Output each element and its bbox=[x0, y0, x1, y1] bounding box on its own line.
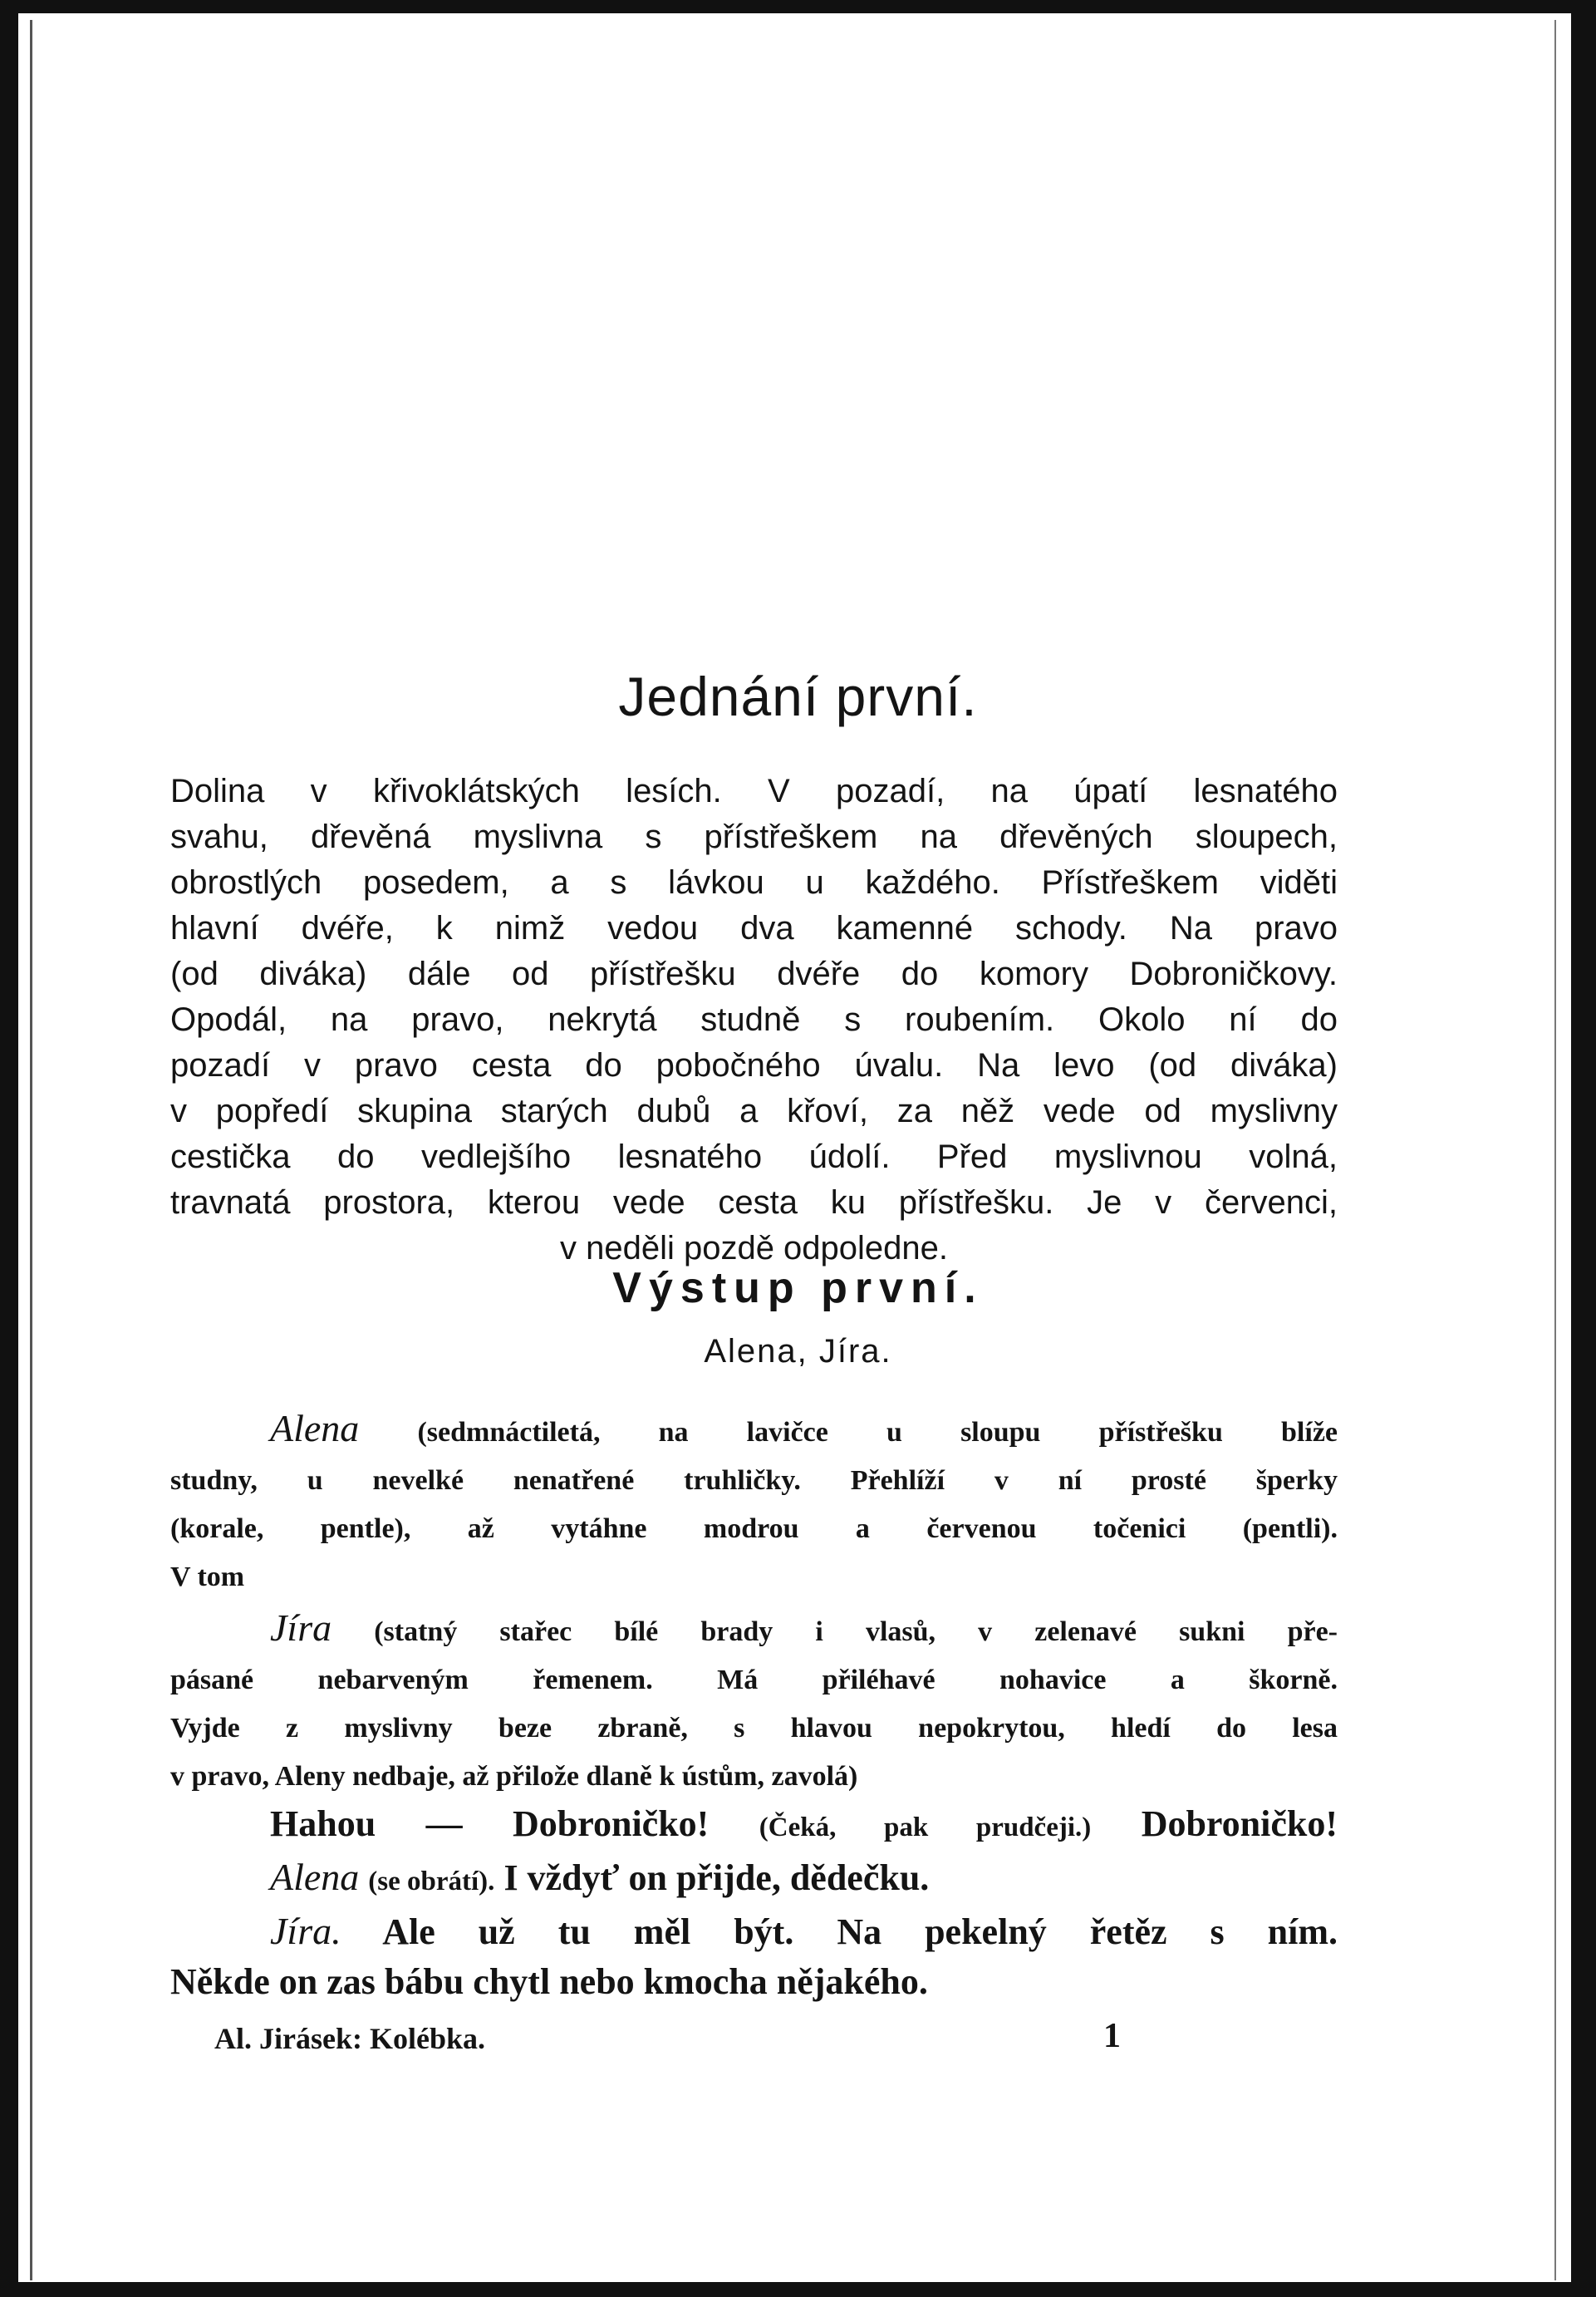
page-edge-right bbox=[1554, 20, 1556, 2280]
page-number: 1 bbox=[1103, 2017, 1121, 2055]
jira-entry-line: pásané nebarveným řemenem. Má přiléhavé nohavice a škorně. bbox=[170, 1665, 1338, 1695]
speaker-name: Alena bbox=[270, 1856, 360, 1898]
dialogue bbox=[170, 1799, 1338, 2007]
stage-direction bbox=[170, 769, 1338, 1271]
character-list: Alena, Jíra. bbox=[704, 1333, 892, 1370]
speaker-name: Jíra. bbox=[270, 1910, 341, 1952]
dialogue-line: Jíra. Ale už tu měl být. Na pekelný řetěz s ním. bbox=[270, 1910, 1338, 1952]
stage-line: v popředí skupina starých dubů a křoví, za něž vede od myslivny bbox=[170, 1093, 1338, 1129]
alena-entry-line: studny, u nevelké nenatřené truhličky. Přehlíží v ní prosté šperky bbox=[170, 1465, 1338, 1496]
scan-border-bottom bbox=[0, 2282, 1596, 2297]
stage-line: v neděli pozdě odpoledne. bbox=[559, 1230, 949, 1267]
page-edge-left bbox=[30, 20, 32, 2280]
alena-entry bbox=[170, 1404, 1338, 1601]
stage-line: hlavní dvéře, k nimž vedou dva kamenné schody. Na pravo bbox=[170, 910, 1338, 947]
dialogue-line: Alena (se obrátí). I vždyť on přijde, dědečku. bbox=[270, 1856, 930, 1898]
scene-title: Výstup první. bbox=[612, 1264, 984, 1312]
stage-line: (od diváka) dále od přístřešku dvéře do komory Dobroničkovy. bbox=[170, 956, 1338, 992]
scan-border-top bbox=[0, 0, 1596, 13]
dialogue-line: Někde on zas bábu chytl nebo kmocha nějakého. bbox=[170, 1961, 928, 2002]
stage-line: svahu, dřevěná myslivna s přístřeškem na dřevěných sloupech, bbox=[170, 819, 1338, 855]
stage-line: cestička do vedlejšího lesnatého údolí. Před myslivnou volná, bbox=[170, 1139, 1338, 1175]
act-heading: Jednání první. bbox=[618, 666, 978, 727]
speaker-name: Alena bbox=[270, 1407, 360, 1449]
jira-entry bbox=[170, 1604, 1338, 1801]
stage-line: Dolina v křivoklátských lesích. V pozadí, na úpatí lesnatého bbox=[170, 773, 1338, 809]
running-footer: Al. Jirásek: Kolébka. bbox=[214, 2022, 486, 2055]
dialogue-line: Hahou — Dobroničko! (Čeká, pak prudčeji.) Dobroničko! bbox=[270, 1803, 1338, 1844]
alena-entry-line: (korale, pentle), až vytáhne modrou a červenou točenici (pentli). bbox=[170, 1513, 1338, 1544]
jira-entry-line: v pravo, Aleny nedbaje, až přilože dlaně k ústům, zavolá) bbox=[170, 1761, 858, 1792]
stage-line: pozadí v pravo cesta do pobočného úvalu. Na levo (od diváka) bbox=[170, 1047, 1338, 1084]
stage-line: obrostlých posedem, a s lávkou u každého. Přístřeškem viděti bbox=[170, 864, 1338, 901]
scan-border-right bbox=[1571, 0, 1596, 2297]
speaker-name: Jíra bbox=[270, 1606, 332, 1649]
alena-entry-line: V tom bbox=[170, 1562, 245, 1592]
stage-line: Opodál, na pravo, nekrytá studně s roubením. Okolo ní do bbox=[170, 1001, 1338, 1038]
jira-entry-line: Vyjde z myslivny beze zbraně, s hlavou nepokrytou, hledí do lesa bbox=[170, 1713, 1338, 1744]
scan-border-left bbox=[0, 0, 18, 2297]
stage-line: travnatá prostora, kterou vede cesta ku přístřešku. Je v červenci, bbox=[170, 1184, 1338, 1221]
alena-entry-line: Alena (sedmnáctiletá, na lavičce u sloupu přístřešku blíže bbox=[270, 1407, 1338, 1449]
jira-entry-line: Jíra (statný stařec bílé brady i vlasů, v zelenavé sukni pře- bbox=[270, 1606, 1338, 1649]
